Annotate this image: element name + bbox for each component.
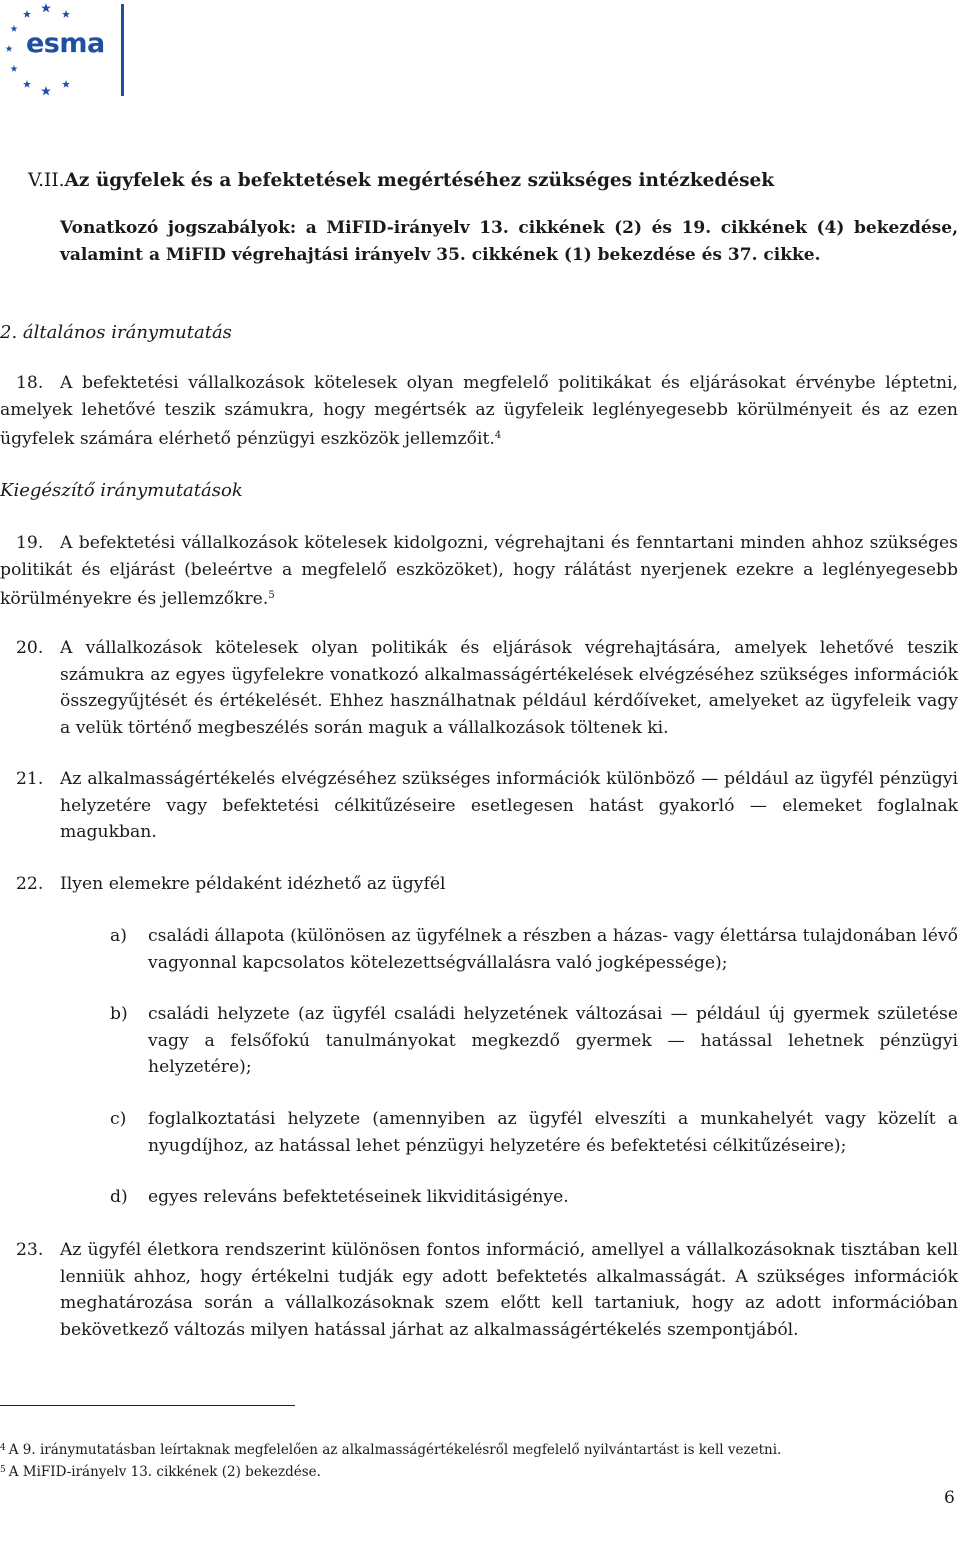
- footnote-text: A 9. iránymutatásban leírtaknak megfelelően az alkalmasságértékelésről megfelelő nyilvántartást is kell vezetni.: [8, 1442, 782, 1458]
- list-item: foglalkoztatási helyzete (amennyiben az ügyfél elveszíti a munkahelyét vagy közelít a nyugdíjhoz, az hatással lehet pénzügyi helyzetére és befektetési célkitűzéseire);: [148, 1109, 958, 1156]
- footnote-mark: 5: [0, 1465, 6, 1475]
- footnote: [0, 1440, 781, 1458]
- footnote-text: A MiFID-irányelv 13. cikkének (2) bekezdése.: [8, 1464, 321, 1480]
- paragraph-18: [0, 370, 958, 453]
- list-item-letter: a): [110, 926, 127, 946]
- esma-logo: [0, 0, 140, 100]
- footnote-divider: [0, 1405, 295, 1406]
- list-item: családi helyzete (az ügyfél családi helyzetének változásai — például új gyermek születése vagy a felsőfokú tanulmányokat megkezdő gyermek — hatással lehetnek pénzügyi helyzetére);: [148, 1004, 958, 1077]
- paragraph-23: Az ügyfél életkora rendszerint különösen fontos információ, amellyel a vállalkozásoknak tisztában kell lenniük ahhoz, hogy értékelni tudják egy adott befektetés alkalmasságát. A szükséges információk meghatározása során a vállalkozásoknak szem előtt kell tartaniuk, hogy az adott információban bekövetkező változás milyen hatással járhat az alkalmasságértékelés szempontjából.: [60, 1240, 958, 1340]
- paragraph-number: 21.: [16, 769, 44, 789]
- paragraph-number: 19.: [16, 533, 44, 553]
- paragraph-number: 18.: [16, 373, 44, 393]
- paragraph-text: A befektetési vállalkozások kötelesek kidolgozni, végrehajtani és fenntartani minden ahhoz szükséges politikát és eljárást (beleértve a megfelelő eszközöket), hogy rálátást nyerjenek ezekre a leglényegesebb körülményekre és jellemzőkre.: [0, 533, 958, 609]
- logo-divider: [121, 4, 124, 96]
- general-guideline-heading: 2. általános iránymutatás: [0, 322, 232, 343]
- section-number: V.II.: [28, 170, 65, 191]
- paragraph-19: [0, 530, 958, 613]
- page-number: 6: [944, 1488, 955, 1508]
- list-item: egyes releváns befektetéseinek likviditásigénye.: [148, 1187, 569, 1207]
- footnote: [0, 1462, 321, 1480]
- section-title: Az ügyfelek és a befektetések megértéséhez szükséges intézkedések: [64, 170, 775, 191]
- list-item-letter: b): [110, 1004, 128, 1024]
- paragraph-22: Ilyen elemekre példaként idézhető az ügyfél: [60, 874, 446, 894]
- footnote-ref[interactable]: 5: [268, 590, 275, 601]
- list-item: családi állapota (különösen az ügyfélnek a részben a házas- vagy élettársa tulajdonában lévő vagyonnal kapcsolatos kötelezettségvállalásra való jogképessége);: [148, 926, 958, 973]
- paragraph-number: 22.: [16, 874, 44, 894]
- paragraph-20: A vállalkozások kötelesek olyan politikák és eljárások végrehajtására, amelyek lehetővé teszik számukra az egyes ügyfelekre vonatkozó alkalmasságértékelések elvégzéséhez szükséges információk összegyűjtését és értékelését. Ehhez használhatnak például kérdőíveket, amelyeket az ügyfeleik vagy a velük történő megbeszélés során maguk a vállalkozások töltenek ki.: [60, 638, 958, 738]
- footnote-ref[interactable]: 4: [494, 430, 502, 441]
- section-heading: [28, 170, 774, 191]
- logo-text: esma: [26, 28, 105, 59]
- paragraph-number: 20.: [16, 638, 44, 658]
- list-item-letter: d): [110, 1187, 128, 1207]
- list-item-letter: c): [110, 1109, 127, 1129]
- footnote-mark: 4: [0, 1443, 6, 1453]
- paragraph-text: A befektetési vállalkozások kötelesek olyan megfelelő politikákat és eljárásokat érvénybe léptetni, amelyek lehetővé teszik számukra, hogy megértsék az ügyfeleik leglényegesebb körülményeit és az ezen ügyfelek számára elérhető pénzügyi eszközök jellemzőit.: [0, 373, 958, 449]
- paragraph-number: 23.: [16, 1240, 44, 1260]
- paragraph-21: Az alkalmasságértékelés elvégzéséhez szükséges információk különböző — például az ügyfél pénzügyi helyzetére vagy befektetési célkitűzéseire esetlegesen hatást gyakorló — elemeket foglalnak magukban.: [60, 769, 958, 842]
- supplementary-heading: Kiegészítő iránymutatások: [0, 480, 243, 501]
- legal-basis: Vonatkozó jogszabályok: a MiFID-irányelv 13. cikkének (2) és 19. cikkének (4) bekezdése, valamint a MiFID végrehajtási irányelv 35. cikkének (1) bekezdése és 37. cikke.: [60, 218, 958, 265]
